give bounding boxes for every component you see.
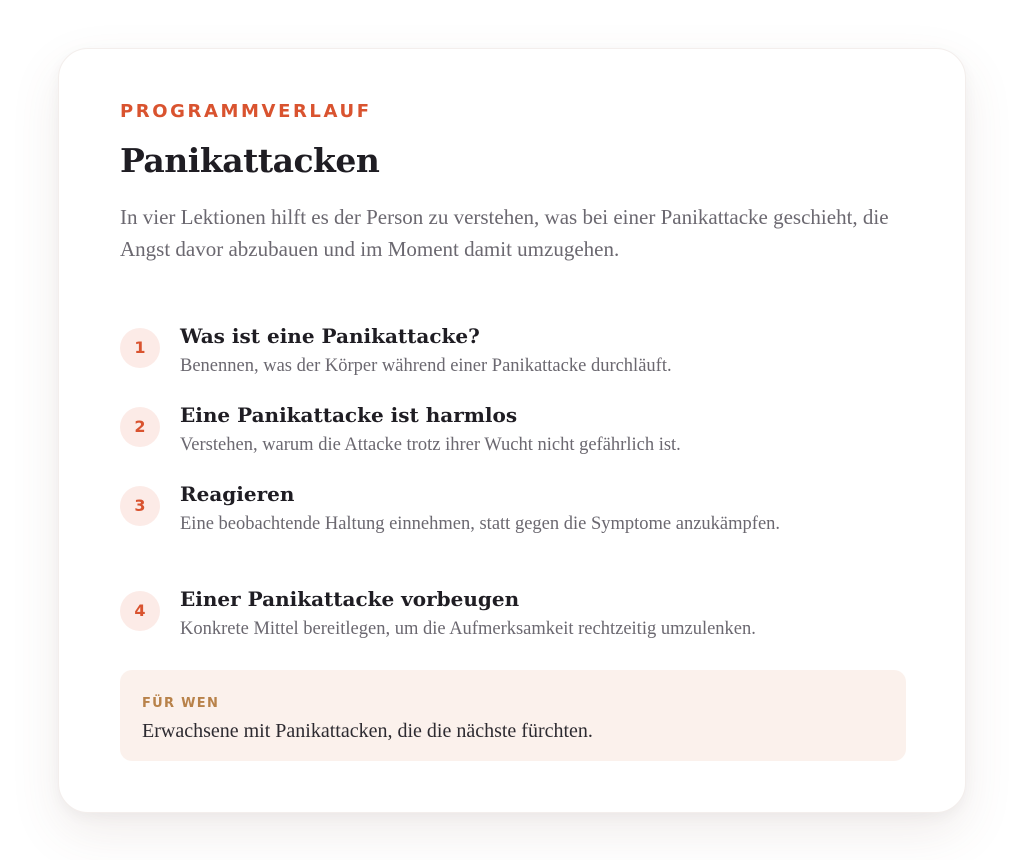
program-card xyxy=(58,48,966,813)
audience-text: Erwachsene mit Panikattacken, die die nächste fürchten. xyxy=(142,720,593,742)
lesson-description: Eine beobachtende Haltung einnehmen, statt gegen die Symptome anzukämpfen. xyxy=(180,514,781,534)
lesson-description: Konkrete Mittel bereitlegen, um die Aufmerksamkeit rechtzeitig umzulenken. xyxy=(180,619,756,639)
lesson-title: Einer Panikattacke vorbeugen xyxy=(180,587,520,611)
lesson-title: Eine Panikattacke ist harmlos xyxy=(180,403,518,427)
lesson-description: Benennen, was der Körper während einer Panikattacke durchläuft. xyxy=(180,356,672,376)
lesson-number-badge: 2 xyxy=(120,407,160,447)
lesson-title: Reagieren xyxy=(180,482,295,506)
lesson-description: Verstehen, warum die Attacke trotz ihrer Wucht nicht gefährlich ist. xyxy=(180,435,681,455)
section-eyebrow: PROGRAMMVERLAUF xyxy=(120,101,372,122)
audience-label: FÜR WEN xyxy=(142,696,220,711)
audience-box xyxy=(120,670,906,761)
lesson-number-badge: 1 xyxy=(120,328,160,368)
lesson-number-badge: 3 xyxy=(120,486,160,526)
lesson-number-badge: 4 xyxy=(120,591,160,631)
program-title: Panikattacken xyxy=(120,141,380,180)
program-intro: In vier Lektionen hilft es der Person zu verstehen, was bei einer Panikattacke geschieht, die Angst davor abzubauen und im Moment damit umzugehen. xyxy=(120,205,889,261)
lesson-title: Was ist eine Panikattacke? xyxy=(180,324,480,348)
